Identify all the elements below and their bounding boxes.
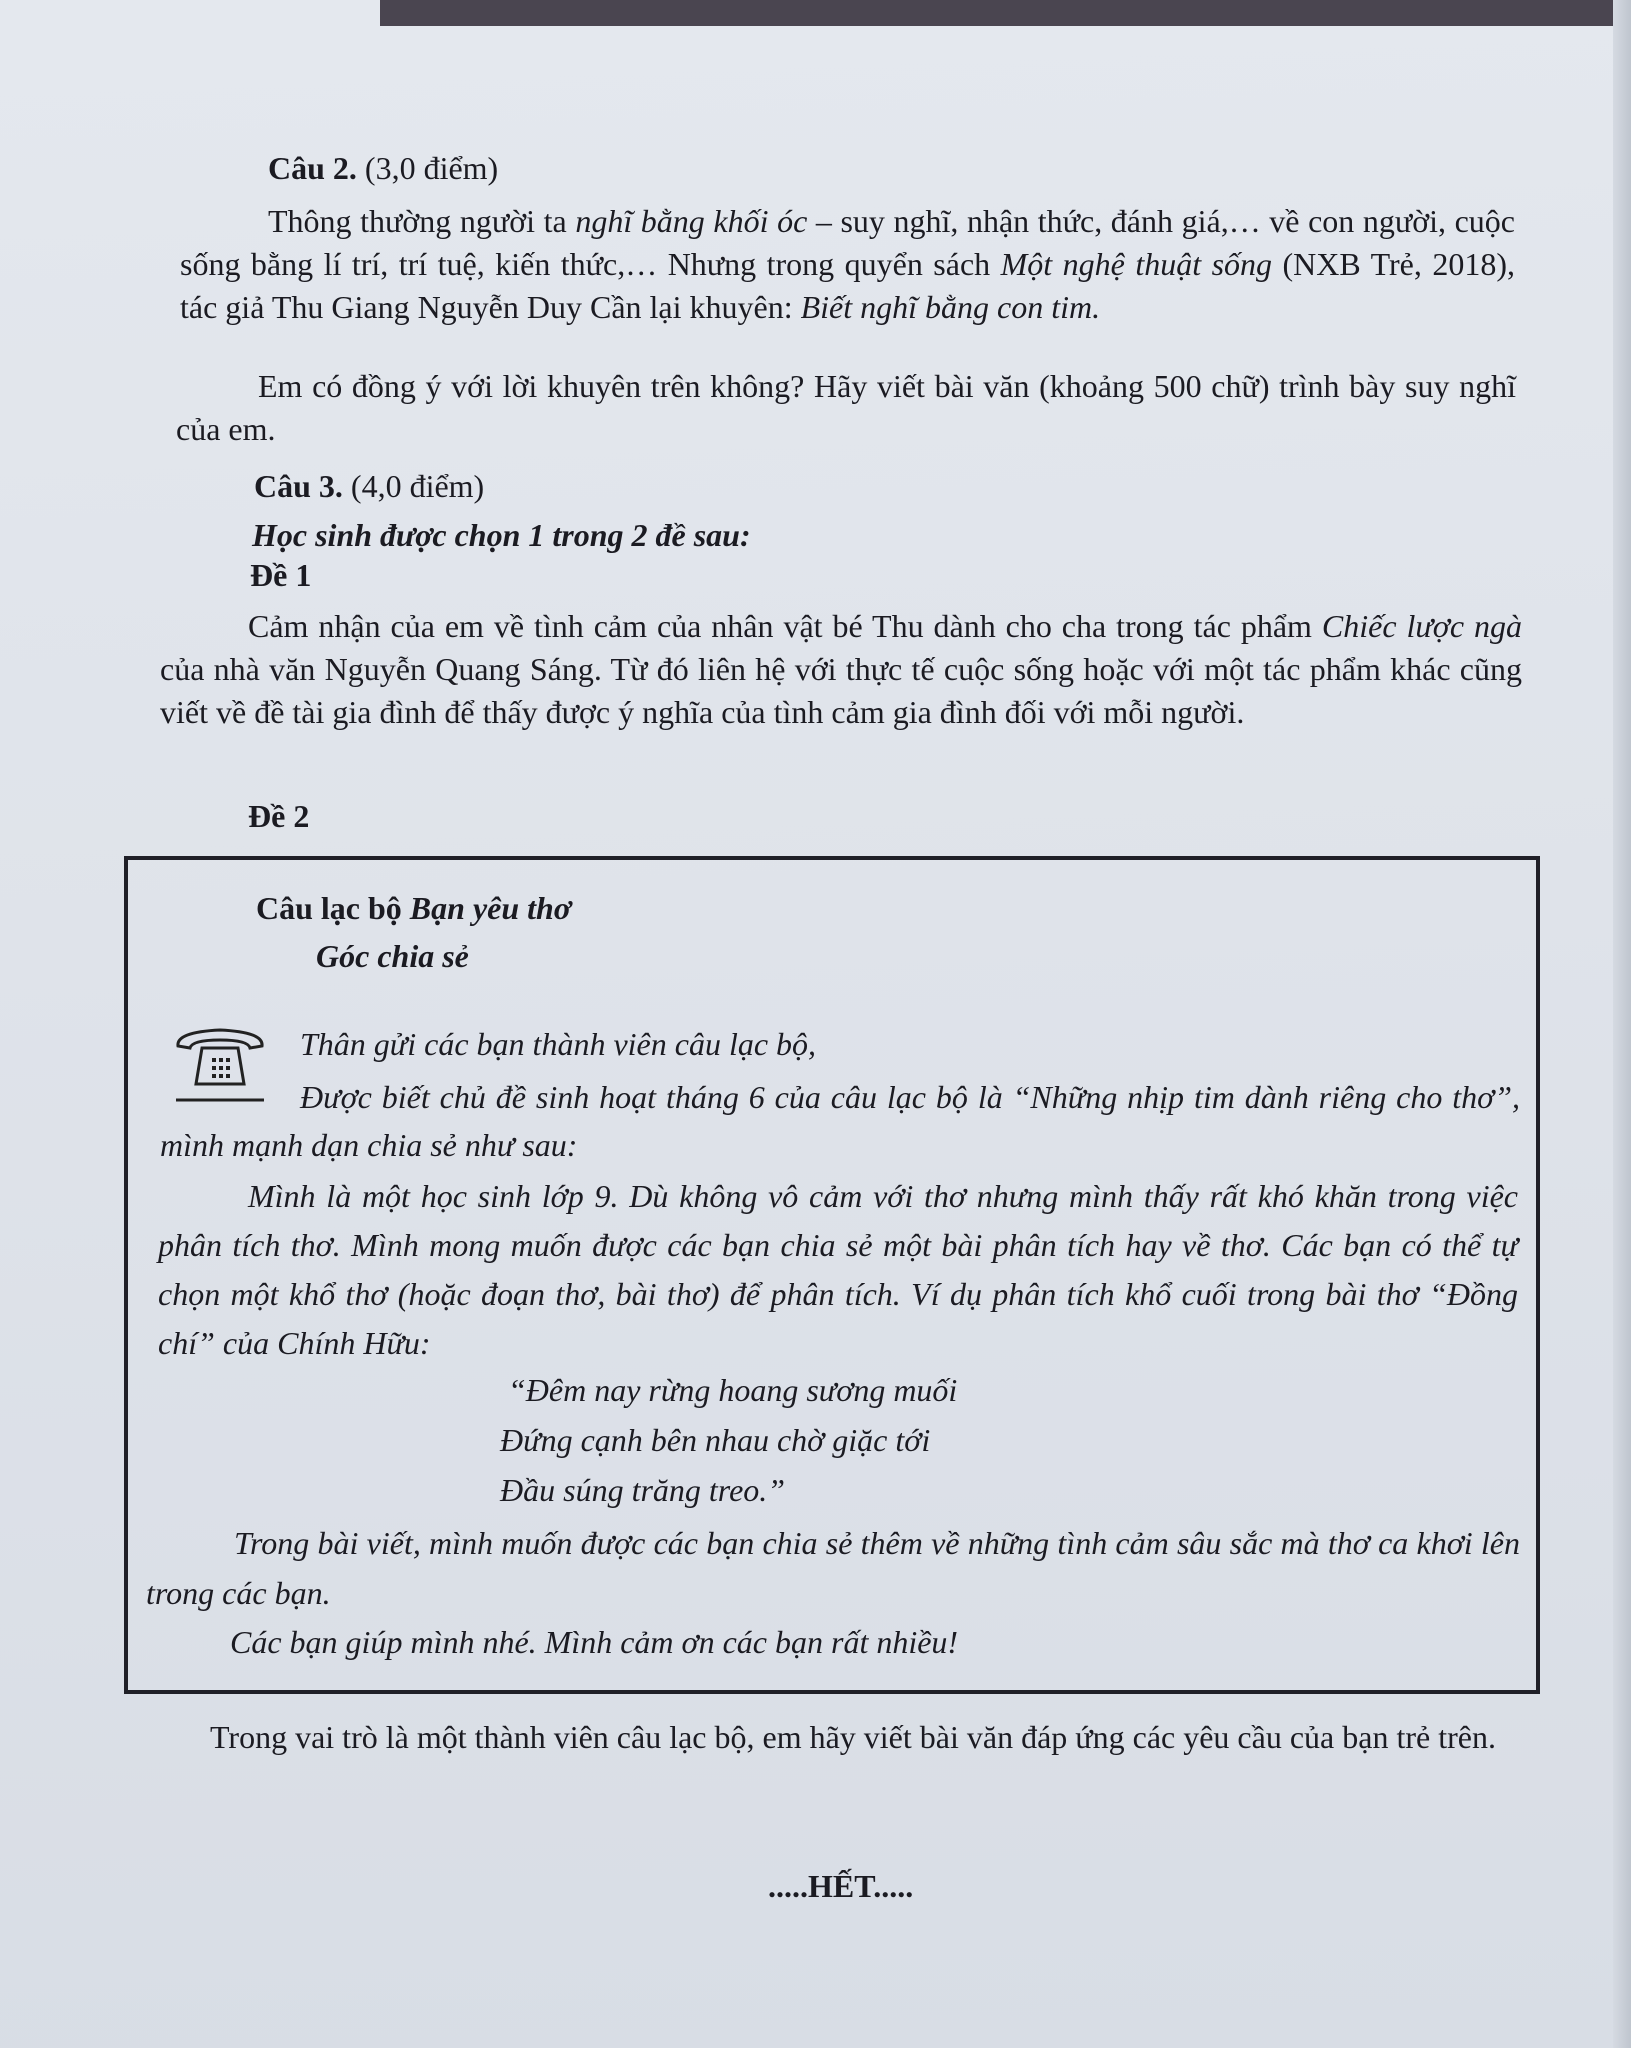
topic-1-heading: Đề 1 [250, 557, 312, 593]
end-marker: .....HẾT..... [768, 1868, 914, 1904]
letter-request: Trong bài viết, mình muốn được các bạn chia sẻ thêm về những tình cảm sâu sắc mà thơ ca khơi lên trong các bạn. [146, 1525, 1520, 1611]
topic-1-prompt: Cảm nhận của em về tình cảm của nhân vật bé Thu dành cho cha trong tác phẩm Chiếc lược ngà của nhà văn Nguyễn Quang Sáng. Từ đó liên hệ với thực tế cuộc sống hoặc với một tác phẩm khác cũng viết về đề tài gia đình để thấy được ý nghĩa của tình cảm gia đình đối với mỗi người. [160, 608, 1523, 730]
topic-2-task: Trong vai trò là một thành viên câu lạc bộ, em hãy viết bài văn đáp ứng các yêu cầu của bạn trẻ trên. [210, 1719, 1496, 1755]
question-2-heading: Câu 2. (3,0 điểm) [268, 150, 499, 186]
topic-2-heading: Đề 2 [248, 798, 310, 834]
paper-top-shadow [380, 0, 1631, 26]
poem-line-1: “Đêm nay rừng hoang sương muối [508, 1372, 958, 1408]
question-2-task: Em có đồng ý với lời khuyên trên không? Hãy viết bài văn (khoảng 500 chữ) trình bày suy nghĩ của em. [176, 368, 1516, 447]
question-3-heading: Câu 3. (4,0 điểm) [254, 468, 485, 504]
letter-body: Mình là một học sinh lớp 9. Dù không vô cảm với thơ nhưng mình thấy rất khó khăn trong việc phân tích thơ. Mình mong muốn được các bạn chia sẻ một bài phân tích hay về thơ. Các bạn có thể tự chọn một khổ thơ (hoặc đoạn thơ, bài thơ) để phân tích. Ví dụ phân tích khổ cuối trong bài thơ “Đồng chí” của Chính Hữu: [158, 1178, 1518, 1361]
letter-closing: Các bạn giúp mình nhé. Mình cảm ơn các bạn rất nhiều! [230, 1624, 959, 1660]
poem-line-3: Đầu súng trăng treo.” [500, 1472, 786, 1508]
poem-line-2: Đứng cạnh bên nhau chờ giặc tới [500, 1422, 931, 1458]
letter-intro: Được biết chủ đề sinh hoạt tháng 6 của câu lạc bộ là “Những nhịp tim dành riêng cho thơ”, mình mạnh dạn chia sẻ như sau: [160, 1079, 1520, 1163]
club-name: Câu lạc bộ Bạn yêu thơ [256, 890, 571, 926]
letter-greeting: Thân gửi các bạn thành viên câu lạc bộ, [300, 1026, 817, 1062]
question-3-choice-note: Học sinh được chọn 1 trong 2 đề sau: [252, 517, 751, 553]
question-2-prompt: Thông thường người ta nghĩ bằng khối óc – suy nghĩ, nhận thức, đánh giá,… về con người, cuộc sống bằng lí trí, trí tuệ, kiến thức,… Nhưng trong quyển sách Một nghệ thuật sống (NXB Trẻ, 2018), tác giả Thu Giang Nguyễn Duy Cần lại khuyên: Biết nghĩ bằng con tim. [180, 203, 1516, 325]
section-title: Góc chia sẻ [316, 938, 469, 974]
paper-right-edge [1613, 0, 1631, 2048]
